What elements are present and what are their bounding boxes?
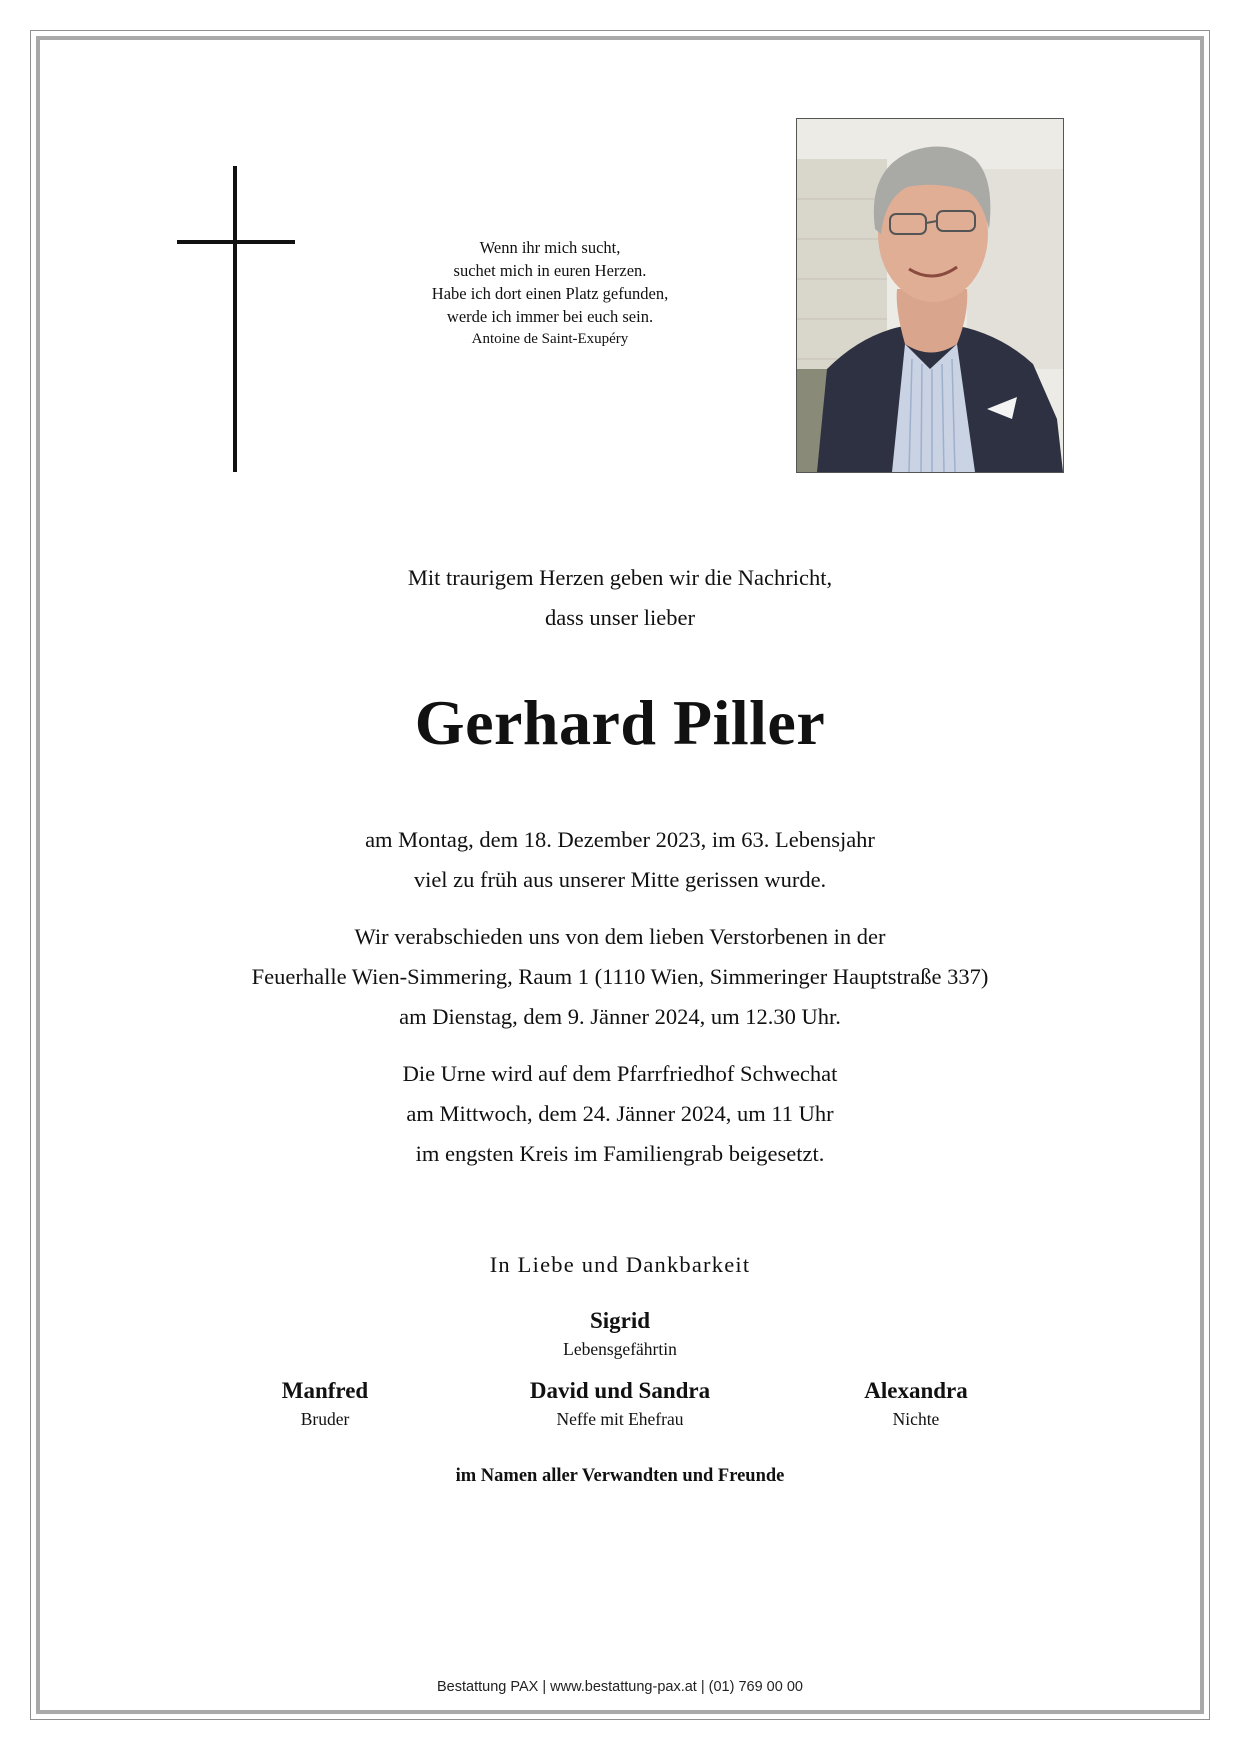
memorial-quote [385, 236, 715, 351]
footer-contact: Bestattung PAX | www.bestattung-pax.at | (01) 769 00 00 [437, 1679, 803, 1695]
death-notice [0, 820, 1240, 900]
quote-line: Wenn ihr mich sucht, [479, 238, 621, 257]
thanks-line: In Liebe und Dankbarkeit [489, 1252, 751, 1277]
mourner-relation: Bruder [300, 1409, 350, 1429]
farewell-line: Feuerhalle Wien-Simmering, Raum 1 (1110 Wien, Simmeringer Hauptstraße 337) [251, 964, 989, 989]
intro-line: Mit traurigem Herzen geben wir die Nachricht, [407, 565, 833, 590]
farewell-details [0, 917, 1240, 1037]
deceased-name: Gerhard Piller [414, 687, 826, 758]
death-line: am Montag, dem 18. Dezember 2023, im 63. Lebensjahr [365, 827, 875, 852]
mourner-david-sandra [470, 1376, 770, 1432]
mourner-relation: Neffe mit Ehefrau [556, 1409, 684, 1429]
mourner-manfred [175, 1376, 475, 1432]
burial-line: im engsten Kreis im Familiengrab beigesetzt. [415, 1141, 825, 1166]
farewell-line: Wir verabschieden uns von dem lieben Verstorbenen in der [354, 924, 886, 949]
mourner-name: Sigrid [589, 1308, 651, 1333]
mourner-name: Manfred [281, 1378, 369, 1403]
death-line: viel zu früh aus unserer Mitte gerissen wurde. [413, 867, 827, 892]
farewell-line: am Dienstag, dem 9. Jänner 2024, um 12.30 Uhr. [399, 1004, 841, 1029]
burial-line: am Mittwoch, dem 24. Jänner 2024, um 11 Uhr [406, 1101, 834, 1126]
mourner-sigrid [470, 1306, 770, 1362]
burial-details [0, 1054, 1240, 1174]
mourner-alexandra [766, 1376, 1066, 1432]
mourner-relation: Nichte [892, 1409, 940, 1429]
portrait-illustration [797, 119, 1063, 472]
mourner-relation: Lebensgefährtin [563, 1339, 677, 1359]
mourner-name: David und Sandra [529, 1378, 711, 1403]
closing-line: im Namen aller Verwandten und Freunde [455, 1466, 785, 1486]
quote-line: werde ich immer bei euch sein. [446, 307, 654, 326]
intro-text [0, 558, 1240, 638]
mourner-name: Alexandra [864, 1378, 968, 1403]
intro-line: dass unser lieber [545, 605, 695, 630]
quote-author: Antoine de Saint-Exupéry [471, 331, 629, 347]
quote-line: suchet mich in euren Herzen. [453, 261, 647, 280]
quote-line: Habe ich dort einen Platz gefunden, [431, 284, 669, 303]
portrait-photo [796, 118, 1064, 473]
burial-line: Die Urne wird auf dem Pfarrfriedhof Schwechat [402, 1061, 838, 1086]
